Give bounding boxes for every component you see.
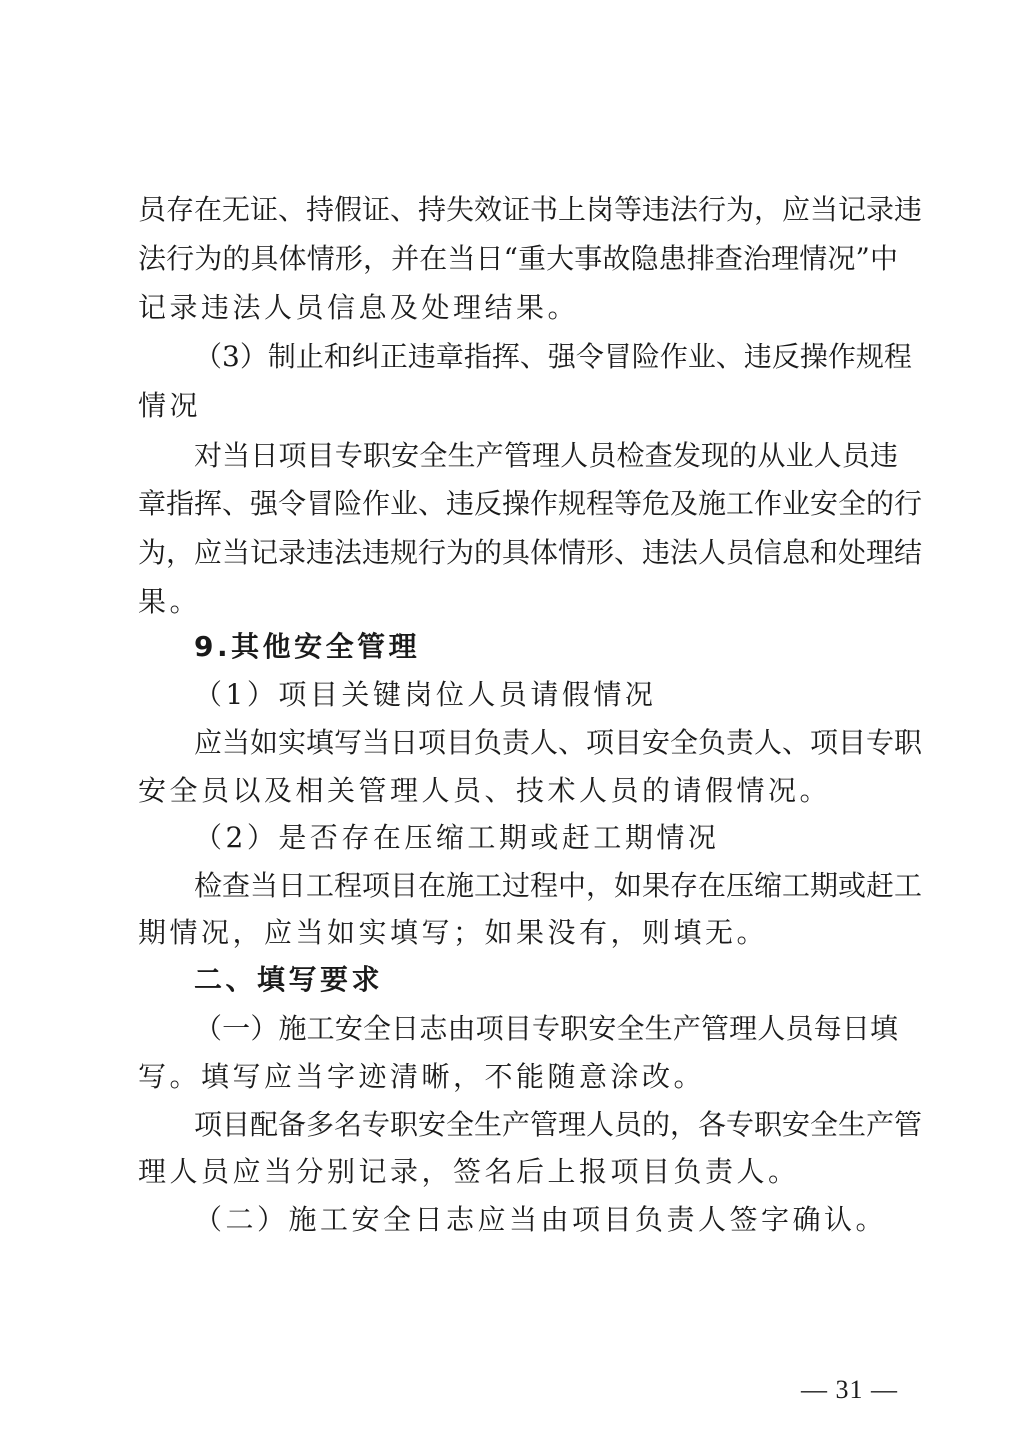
section-heading: 二、填写要求 [194, 963, 384, 996]
section-heading: 9.其他安全管理 [194, 630, 421, 663]
body-line: 果。 [138, 585, 202, 618]
subheading-line: （3）制止和纠正违章指挥、强令冒险作业、违反操作规程 [194, 340, 912, 373]
body-line: （一）施工安全日志由项目专职安全生产管理人员每日填 [194, 1012, 898, 1045]
body-line: 检查当日工程项目在施工过程中，如果存在压缩工期或赶工 [194, 869, 923, 902]
body-line: 员存在无证、持假证、持失效证书上岗等违法行为，应当记录违 [138, 193, 923, 226]
body-line: 章指挥、强令冒险作业、违反操作规程等危及施工作业安全的行 [138, 487, 923, 520]
body-line: 写。填写应当字迹清晰，不能随意涂改。 [138, 1060, 706, 1093]
body-line: （二）施工安全日志应当由项目负责人签字确认。 [194, 1203, 888, 1236]
body-line: 对当日项目专职安全生产管理人员检查发现的从业人员违 [194, 439, 898, 472]
body-line: 期情况，应当如实填写；如果没有，则填无。 [138, 916, 769, 949]
body-line: 项目配备多名专职安全生产管理人员的，各专职安全生产管 [194, 1108, 923, 1141]
body-line: 安全员以及相关管理人员、技术人员的请假情况。 [138, 774, 832, 807]
subheading-line: （1）项目关键岗位人员请假情况 [194, 678, 657, 711]
body-line: 法行为的具体情形，并在当日“重大事故隐患排查治理情况”中 [138, 242, 898, 275]
body-line: 情况 [138, 389, 202, 422]
subheading-line: （2）是否存在压缩工期或赶工期情况 [194, 821, 720, 854]
body-line: 记录违法人员信息及处理结果。 [138, 291, 580, 324]
page-number: — 31 — [801, 1375, 898, 1404]
body-line: 为，应当记录违法违规行为的具体情形、违法人员信息和处理结 [138, 536, 923, 569]
body-line: 理人员应当分别记录，签名后上报项目负责人。 [138, 1155, 800, 1188]
body-line: 应当如实填写当日项目负责人、项目安全负责人、项目专职 [194, 726, 923, 759]
